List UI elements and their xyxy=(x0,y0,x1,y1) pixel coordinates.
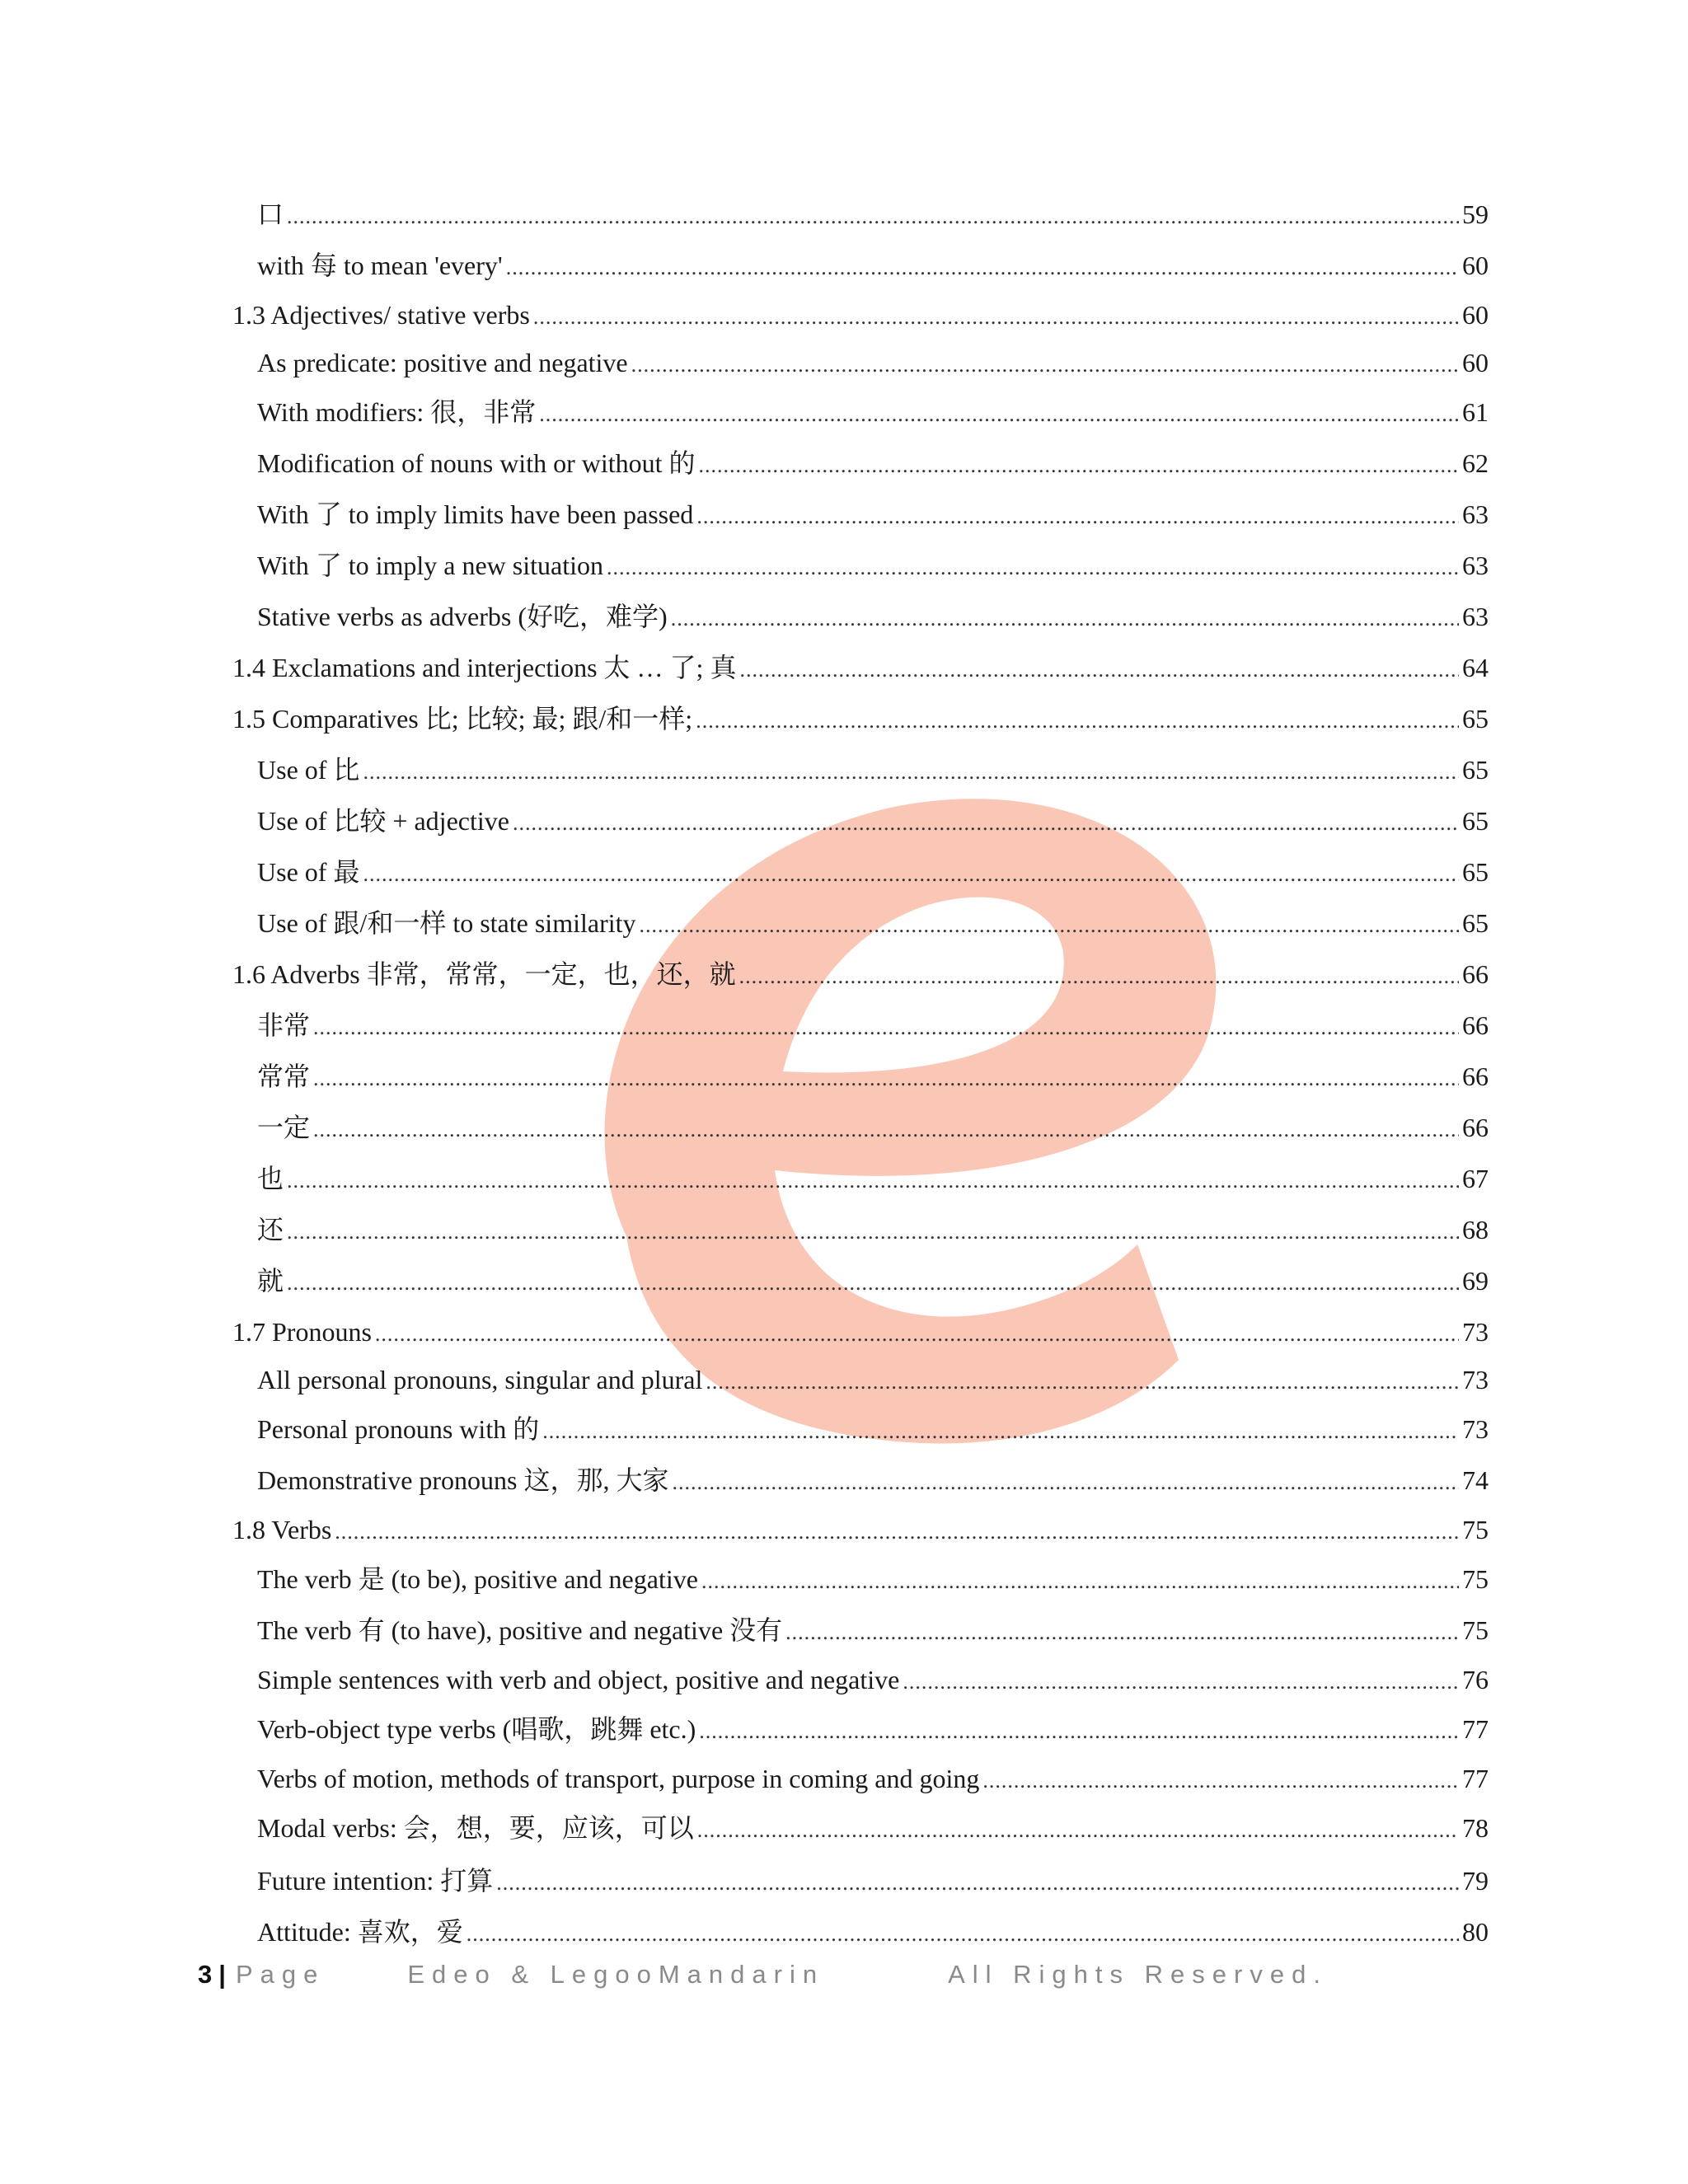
toc-entry[interactable] xyxy=(232,496,1489,532)
toc-entry-page-number: 73 xyxy=(1462,1414,1489,1444)
dot-leader xyxy=(287,1265,1459,1301)
toc-entry-title: Personal pronouns with 的 xyxy=(257,1414,540,1444)
dot-leader xyxy=(313,1010,1459,1046)
toc-entry[interactable] xyxy=(232,1914,1489,1950)
toc-entry-title: All personal pronouns, singular and plural xyxy=(257,1365,703,1394)
dot-leader xyxy=(542,1413,1459,1450)
toc-entry-title: Verb-object type verbs (唱歌，跳舞 etc.) xyxy=(257,1714,696,1744)
toc-entry-page-number: 75 xyxy=(1462,1515,1489,1544)
dot-leader xyxy=(739,652,1459,688)
footer-rights: All Rights Reserved. xyxy=(948,1960,1328,1989)
toc-entry[interactable] xyxy=(232,445,1489,481)
dot-leader xyxy=(671,601,1459,637)
dot-leader xyxy=(363,856,1459,893)
toc-entry-page-number: 79 xyxy=(1462,1866,1489,1896)
toc-entry[interactable] xyxy=(232,547,1489,583)
toc-entry-page-number: 66 xyxy=(1462,1062,1489,1091)
toc-entry[interactable] xyxy=(232,247,1489,284)
toc-entry[interactable] xyxy=(232,1661,1489,1698)
toc-entry[interactable] xyxy=(232,752,1489,788)
toc-entry-page-number: 64 xyxy=(1462,653,1489,682)
dot-leader xyxy=(363,754,1459,790)
toc-entry-page-number: 60 xyxy=(1462,348,1489,377)
toc-entry[interactable] xyxy=(232,394,1489,430)
dot-leader xyxy=(696,499,1459,535)
toc-entry[interactable] xyxy=(232,1007,1489,1043)
dot-leader xyxy=(375,1316,1459,1352)
toc-entry-page-number: 73 xyxy=(1462,1365,1489,1394)
dot-leader xyxy=(696,703,1459,739)
dot-leader xyxy=(313,1061,1459,1097)
toc-entry-title: 常常 xyxy=(257,1062,311,1091)
toc-entry[interactable] xyxy=(232,297,1489,333)
toc-entry-page-number: 59 xyxy=(1462,199,1489,229)
toc-entry-page-number: 74 xyxy=(1462,1465,1489,1495)
toc-entry-page-number: 65 xyxy=(1462,755,1489,785)
toc-entry-page-number: 80 xyxy=(1462,1917,1489,1947)
toc-entry[interactable] xyxy=(232,1109,1489,1146)
toc-entry-title: The verb 是 (to be), positive and negative xyxy=(257,1564,698,1594)
toc-entry-page-number: 69 xyxy=(1462,1266,1489,1296)
toc-entry-page-number: 75 xyxy=(1462,1615,1489,1645)
toc-entry-title: Use of 比 xyxy=(257,755,360,785)
toc-entry[interactable] xyxy=(232,1711,1489,1747)
toc-entry-title: 一定 xyxy=(257,1113,311,1142)
dot-leader xyxy=(982,1763,1459,1799)
toc-entry-title: Future intention: 打算 xyxy=(257,1866,494,1896)
footer-page-number: 3 xyxy=(198,1960,213,1989)
dot-leader xyxy=(699,448,1459,484)
toc-entry-title: With 了 to imply a new situation xyxy=(257,551,604,580)
toc-entry[interactable] xyxy=(232,1314,1489,1350)
dot-leader xyxy=(785,1615,1459,1651)
dot-leader xyxy=(513,805,1459,841)
dot-leader xyxy=(903,1664,1459,1700)
toc-entry[interactable] xyxy=(232,344,1489,381)
toc-entry-title: 1.5 Comparatives 比; 比较; 最; 跟/和一样; xyxy=(232,704,693,733)
toc-entry-page-number: 76 xyxy=(1462,1665,1489,1694)
dot-leader xyxy=(607,550,1459,586)
toc-entry-page-number: 66 xyxy=(1462,1113,1489,1142)
toc-entry[interactable] xyxy=(232,1212,1489,1248)
toc-entry-page-number: 63 xyxy=(1462,551,1489,580)
dot-leader xyxy=(287,1214,1459,1250)
toc-entry[interactable] xyxy=(232,1561,1489,1597)
toc-entry-title: 口 xyxy=(257,199,284,229)
toc-entry-title: 还 xyxy=(257,1215,284,1244)
dot-leader xyxy=(640,907,1459,944)
toc-entry[interactable] xyxy=(232,1612,1489,1648)
toc-entry[interactable] xyxy=(232,1058,1489,1094)
dot-leader xyxy=(706,1364,1459,1400)
toc-entry[interactable] xyxy=(232,1263,1489,1299)
toc-entry-title: 1.8 Verbs xyxy=(232,1515,332,1544)
toc-entry[interactable] xyxy=(232,854,1489,890)
footer-separator: | xyxy=(218,1960,226,1989)
toc-entry[interactable] xyxy=(232,1411,1489,1447)
toc-entry-page-number: 73 xyxy=(1462,1317,1489,1347)
dot-leader xyxy=(287,1163,1459,1199)
toc-entry-page-number: 63 xyxy=(1462,499,1489,529)
dot-leader xyxy=(631,347,1459,383)
toc-entry-title: The verb 有 (to have), positive and negative 没有 xyxy=(257,1615,783,1645)
toc-entry-title: with 每 to mean 'every' xyxy=(257,251,503,280)
toc-entry-page-number: 68 xyxy=(1462,1215,1489,1244)
toc-entry-title: Use of 比较 + adjective xyxy=(257,806,509,836)
toc-entry-title: As predicate: positive and negative xyxy=(257,348,628,377)
toc-entry-title: Use of 跟/和一样 to state similarity xyxy=(257,908,636,938)
toc-entry-title: 1.7 Pronouns xyxy=(232,1317,372,1347)
toc-entry-title: Modification of nouns with or without 的 xyxy=(257,448,696,478)
toc-entry[interactable] xyxy=(232,1810,1489,1846)
toc-entry-page-number: 77 xyxy=(1462,1764,1489,1793)
toc-entry-page-number: 67 xyxy=(1462,1164,1489,1193)
toc-entry-title: 就 xyxy=(257,1266,284,1296)
toc-entry-title: 非常 xyxy=(257,1010,311,1040)
toc-entry-title: Use of 最 xyxy=(257,857,360,887)
footer-publisher: Edeo & LegooMandarin xyxy=(407,1960,825,1989)
toc-entry[interactable] xyxy=(232,1760,1489,1797)
toc-entry-title: Verbs of motion, methods of transport, purpose in coming and going xyxy=(257,1764,980,1793)
dot-leader xyxy=(673,1465,1459,1501)
toc-entry[interactable] xyxy=(232,803,1489,839)
page-footer xyxy=(198,1960,1328,1996)
toc-entry-title: Stative verbs as adverbs (好吃，难学) xyxy=(257,602,668,631)
dot-leader xyxy=(335,1514,1459,1550)
toc-entry-page-number: 63 xyxy=(1462,602,1489,631)
dot-leader xyxy=(506,250,1459,286)
toc-entry[interactable] xyxy=(232,1462,1489,1498)
toc-entry[interactable] xyxy=(232,1863,1489,1899)
toc-entry[interactable] xyxy=(232,598,1489,635)
toc-entry-title: Modal verbs: 会，想，要，应该，可以 xyxy=(257,1813,694,1843)
dot-leader xyxy=(699,1713,1459,1750)
toc-entry[interactable] xyxy=(232,196,1489,232)
toc-entry-title: 1.6 Adverbs 非常，常常，一定，也，还，就 xyxy=(232,959,736,989)
toc-entry-page-number: 65 xyxy=(1462,704,1489,733)
toc-entry-title: Attitude: 喜欢，爱 xyxy=(257,1917,463,1947)
toc-entry[interactable] xyxy=(232,1361,1489,1398)
dot-leader xyxy=(739,958,1459,995)
footer-page-label: Page xyxy=(235,1960,326,1989)
toc-entry-page-number: 65 xyxy=(1462,806,1489,836)
toc-entry[interactable] xyxy=(232,956,1489,992)
toc-entry-title: Simple sentences with verb and object, positive and negative xyxy=(257,1665,900,1694)
toc-entry[interactable] xyxy=(232,649,1489,686)
toc-entry-page-number: 65 xyxy=(1462,908,1489,938)
dot-leader xyxy=(701,1563,1459,1600)
toc-entry-title: With 了 to imply limits have been passed xyxy=(257,499,694,529)
toc-entry-page-number: 66 xyxy=(1462,1010,1489,1040)
toc-entry-page-number: 75 xyxy=(1462,1564,1489,1594)
toc-entry-title: With modifiers: 很，非常 xyxy=(257,397,537,427)
toc-entry-title: 也 xyxy=(257,1164,284,1193)
dot-leader xyxy=(533,299,1459,335)
toc-entry-title: 1.4 Exclamations and interjections 太 … 了; 真 xyxy=(232,653,737,682)
dot-leader xyxy=(496,1865,1459,1901)
toc-entry-title: Demonstrative pronouns 这，那, 大家 xyxy=(257,1465,669,1495)
toc-entry[interactable] xyxy=(232,701,1489,737)
toc-entry[interactable] xyxy=(232,905,1489,941)
dot-leader xyxy=(467,1916,1459,1952)
toc-entry[interactable] xyxy=(232,1160,1489,1197)
dot-leader xyxy=(539,396,1459,433)
dot-leader xyxy=(697,1812,1459,1849)
dot-leader xyxy=(287,199,1459,235)
toc-entry[interactable] xyxy=(232,1511,1489,1548)
toc-entry-page-number: 65 xyxy=(1462,857,1489,887)
toc-entry-page-number: 78 xyxy=(1462,1813,1489,1843)
toc-entry-page-number: 66 xyxy=(1462,959,1489,989)
toc-entry-page-number: 62 xyxy=(1462,448,1489,478)
toc-entry-title: 1.3 Adjectives/ stative verbs xyxy=(232,300,530,330)
toc-entry-page-number: 61 xyxy=(1462,397,1489,427)
toc-entry-page-number: 60 xyxy=(1462,300,1489,330)
toc-entry-page-number: 77 xyxy=(1462,1714,1489,1744)
dot-leader xyxy=(313,1112,1459,1148)
toc-entry-page-number: 60 xyxy=(1462,251,1489,280)
